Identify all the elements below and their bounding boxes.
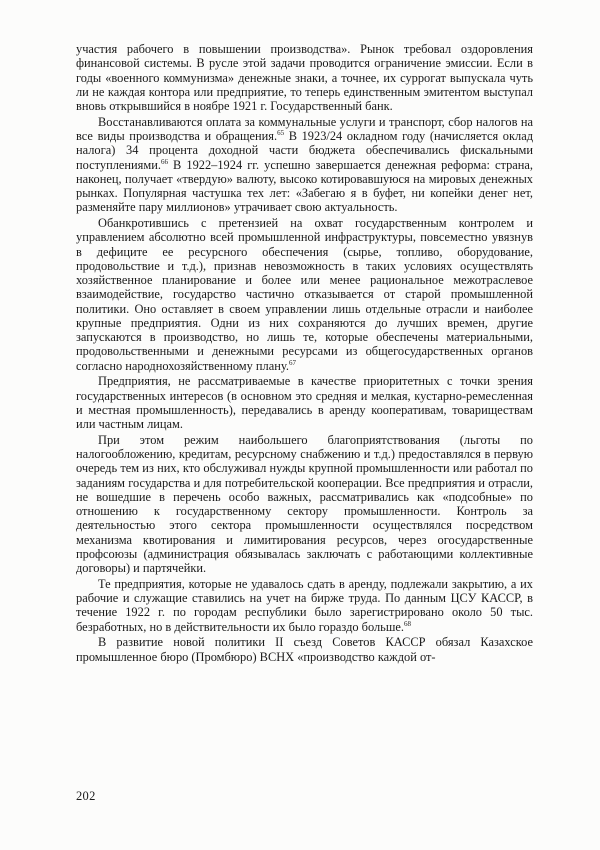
footnote-marker: 66 [160, 157, 168, 166]
paragraph-text: В 1922–1924 гг. успешно завершается денежная реформа: страна, наконец, получает «твердую» валюту, высоко котировавшуюся на мировых денежных рынках. Популярная частушка тех лет: «Забегаю я в буфет, ни копейки денег нет, разменяйте пару миллионов» утрачивает свою актуальность. [76, 157, 533, 215]
paragraph-text: В развитие новой политики II съезд Советов КАССР обязал Казахское промышленное бюро (Промбюро) ВСНХ «производство каждой от- [76, 635, 533, 664]
paragraph [76, 42, 533, 113]
main-text [76, 42, 533, 664]
footnote-marker: 65 [277, 128, 285, 137]
paragraph-text: участия рабочего в повышении производства». Рынок требовал оздоровления финансовой системы. В русле этой задачи проводится ограничение эмиссии. Если в годы «военного коммунизма» денежные знаки, а точнее, их суррогат выпускала чуть ли не каждая контора или предприятие, то теперь единственным эмитентом выступал вновь открывшийся в ноябре 1921 г. Государственный банк. [76, 42, 533, 113]
paragraph-text: Восстанавливаются оплата за коммунальные услуги и транспорт, сбор налогов на все виды производства и обращения. [76, 114, 533, 143]
paragraph [76, 115, 533, 215]
paragraph [76, 433, 533, 576]
paragraph-text: При этом режим наибольшего благоприятствования (льготы по налогообложению, кредитам, ресурсному снабжению и т.д.) предоставлялся в первую очередь тем из них, кто обслуживал нужды крупной промышленности или работал по заданиям государства и для потребительской кооперации. Все предприятия и отрасли, не вошедшие в перечень особо важных, рассматривались как «подсобные» по отношению к государственному сектору промышленности. Контроль за деятельностью этого сектора промышленности осуществлялся посредством механизма квотирования и лимитирования ресурсов, через огосударственные профсоюзы (администрация обязывалась заключать с работающими коллективные договоры) и партячейки. [76, 432, 533, 575]
footnote-marker: 68 [403, 619, 411, 628]
paragraph [76, 374, 533, 431]
footnote-marker: 67 [288, 358, 296, 367]
paragraph-text: Обанкротившись с претензией на охват государственным контролем и управлением абсолютно всей промышленной инфраструктуры, повсеместно увязнув в дефиците ее ресурсного обеспечения (сырье, топливо, оборудование, продовольствие и т.д.), признав невозможность в таких условиях осуществлять хозяйственное планирование и более или менее рациональное межотраслевое взаимодействие, государство частично отказывается от старой промышленной политики. Оно оставляет в своем управлении лишь отдельные отрасли и наиболее крупные предприятия. Одни из них сохраняются до лучших времен, другие запускаются в производство, но лишь те, которые обеспечены материальными, продовольственными и денежными ресурсами из общегосударственных органов согласно народнохозяйственному плану. [76, 216, 533, 373]
page-number: 202 [76, 789, 96, 803]
paragraph-text: Предприятия, не рассматриваемые в качестве приоритетных с точки зрения государственных интересов (в основном это средняя и мелкая, кустарно-ремесленная и местная промышленность), передавались в аренду кооперативам, товариществам или частным лицам. [76, 374, 533, 431]
paragraph [76, 216, 533, 373]
paragraph-text: Те предприятия, которые не удавалось сдать в аренду, подлежали закрытию, а их рабочие и служащие ставились на учет на бирже труда. По данным ЦСУ КАССР, в течение 1922 г. по городам республики было зарегистрировано около 50 тыс. безработных, но в действительности их было гораздо больше. [76, 576, 533, 634]
paragraph [76, 577, 533, 634]
paragraph [76, 635, 533, 664]
paragraph-text: В 1923/24 окладном году (начисляется оклад налога) 34 процента доходной части бюджета обеспечивались фискальными поступлениями. [76, 129, 533, 172]
